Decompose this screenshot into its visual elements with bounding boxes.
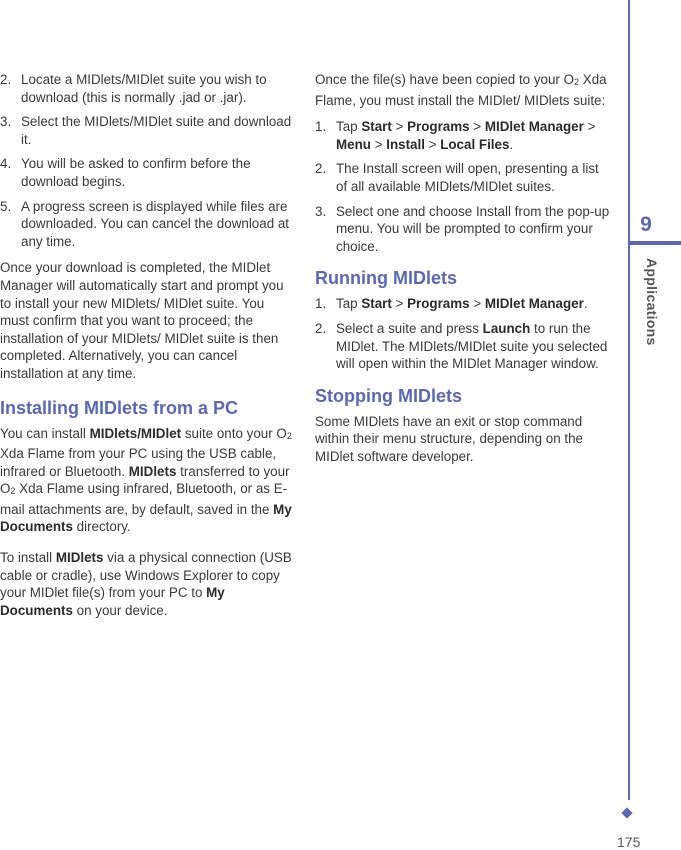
- running-steps-list: [315, 295, 611, 372]
- chapter-title: Applications: [644, 258, 660, 346]
- heading-stopping-midlets: Stopping MIDlets: [315, 385, 462, 406]
- step-text: A progress screen is displayed while files are downloaded. You can cancel the download at any time.: [21, 198, 290, 249]
- diamond-icon: [621, 807, 632, 818]
- list-item: [315, 203, 611, 256]
- step-text: The Install screen will open, presenting a list of all available MIDlets/MIDlet suites.: [336, 161, 599, 194]
- install-steps-list: [315, 118, 611, 255]
- list-item: [315, 118, 611, 153]
- step-text: Select one and choose Install from the pop-up menu. You will be prompted to confirm your choice.: [336, 203, 610, 254]
- step-text: Select a suite and press Launch to run the MIDlet. The MIDlets/MIDlet suite you selected will open within the MIDlet Manager window.: [336, 320, 608, 372]
- page-number: 175: [617, 834, 641, 850]
- list-item: [0, 113, 292, 148]
- step-number: 1.: [315, 119, 327, 135]
- step-text: You will be asked to confirm before the download begins.: [21, 156, 251, 189]
- step-text: Select the MIDlets/MIDlet suite and download it.: [21, 114, 292, 147]
- list-item: [315, 160, 611, 195]
- step-number: 1.: [315, 296, 327, 312]
- step-number: 3.: [0, 114, 12, 130]
- step-number: 2.: [0, 72, 12, 87]
- download-completed-paragraph: Once your download is completed, the MIDlet Manager will automatically start and prompt you to install your new MIDlets/ MIDlet suite. You must confirm that you want to proceed; the installation of your MIDlets/ MIDlet suite is then completed. Alternatively, you can cancel installation at any time.: [0, 260, 284, 381]
- list-item: [0, 198, 292, 251]
- step-text: Locate a MIDlets/MIDlet suite you wish to download (this is normally .jad or .jar).: [21, 72, 267, 105]
- chapter-number: 9: [640, 213, 652, 236]
- step-number: 2.: [315, 320, 327, 336]
- files-copied-paragraph: Once the file(s) have been copied to your $O_2$ Xda Flame, you must install the MIDlet/ MIDlets suite:: [315, 72, 607, 108]
- chapter-tab-bar: [630, 241, 681, 245]
- sidebar-rule: [628, 0, 630, 800]
- list-item: [0, 71, 292, 106]
- step-number: 5.: [0, 198, 12, 214]
- step-number: 4.: [0, 156, 12, 172]
- step-number: 2.: [315, 161, 327, 177]
- download-steps-list: [0, 71, 292, 250]
- heading-installing-from-pc: Installing MIDlets from a PC: [0, 397, 239, 418]
- right-column: [315, 71, 611, 475]
- step-text: Tap Start > Programs > MIDlet Manager > Menu > Install > Local Files.: [336, 119, 596, 152]
- physical-connection-paragraph: To install MIDlets via a physical connection (USB cable or cradle), use Windows Explorer to copy your MIDlet file(s) from your PC to My Documents on your device.: [0, 550, 292, 618]
- stopping-paragraph: Some MIDlets have an exit or stop command within their menu structure, depending on the MIDlet software developer.: [315, 413, 583, 464]
- left-column: [0, 71, 292, 628]
- heading-running-midlets: Running MIDlets: [315, 268, 457, 289]
- list-item: [315, 320, 611, 373]
- install-from-pc-paragraph: You can install MIDlets/MIDlet suite onto your $O_2$ Xda Flame from your PC using the USB cable, infrared or Bluetooth. MIDlets transferred to your $O_2$ Xda Flame using infrared, Bluetooth, or as E-mail attachments are, by default, saved in the My Documents directory.: [0, 425, 292, 535]
- step-number: 3.: [315, 203, 327, 219]
- list-item: [0, 155, 292, 190]
- list-item: [315, 295, 611, 313]
- step-text: Tap Start > Programs > MIDlet Manager.: [336, 296, 588, 312]
